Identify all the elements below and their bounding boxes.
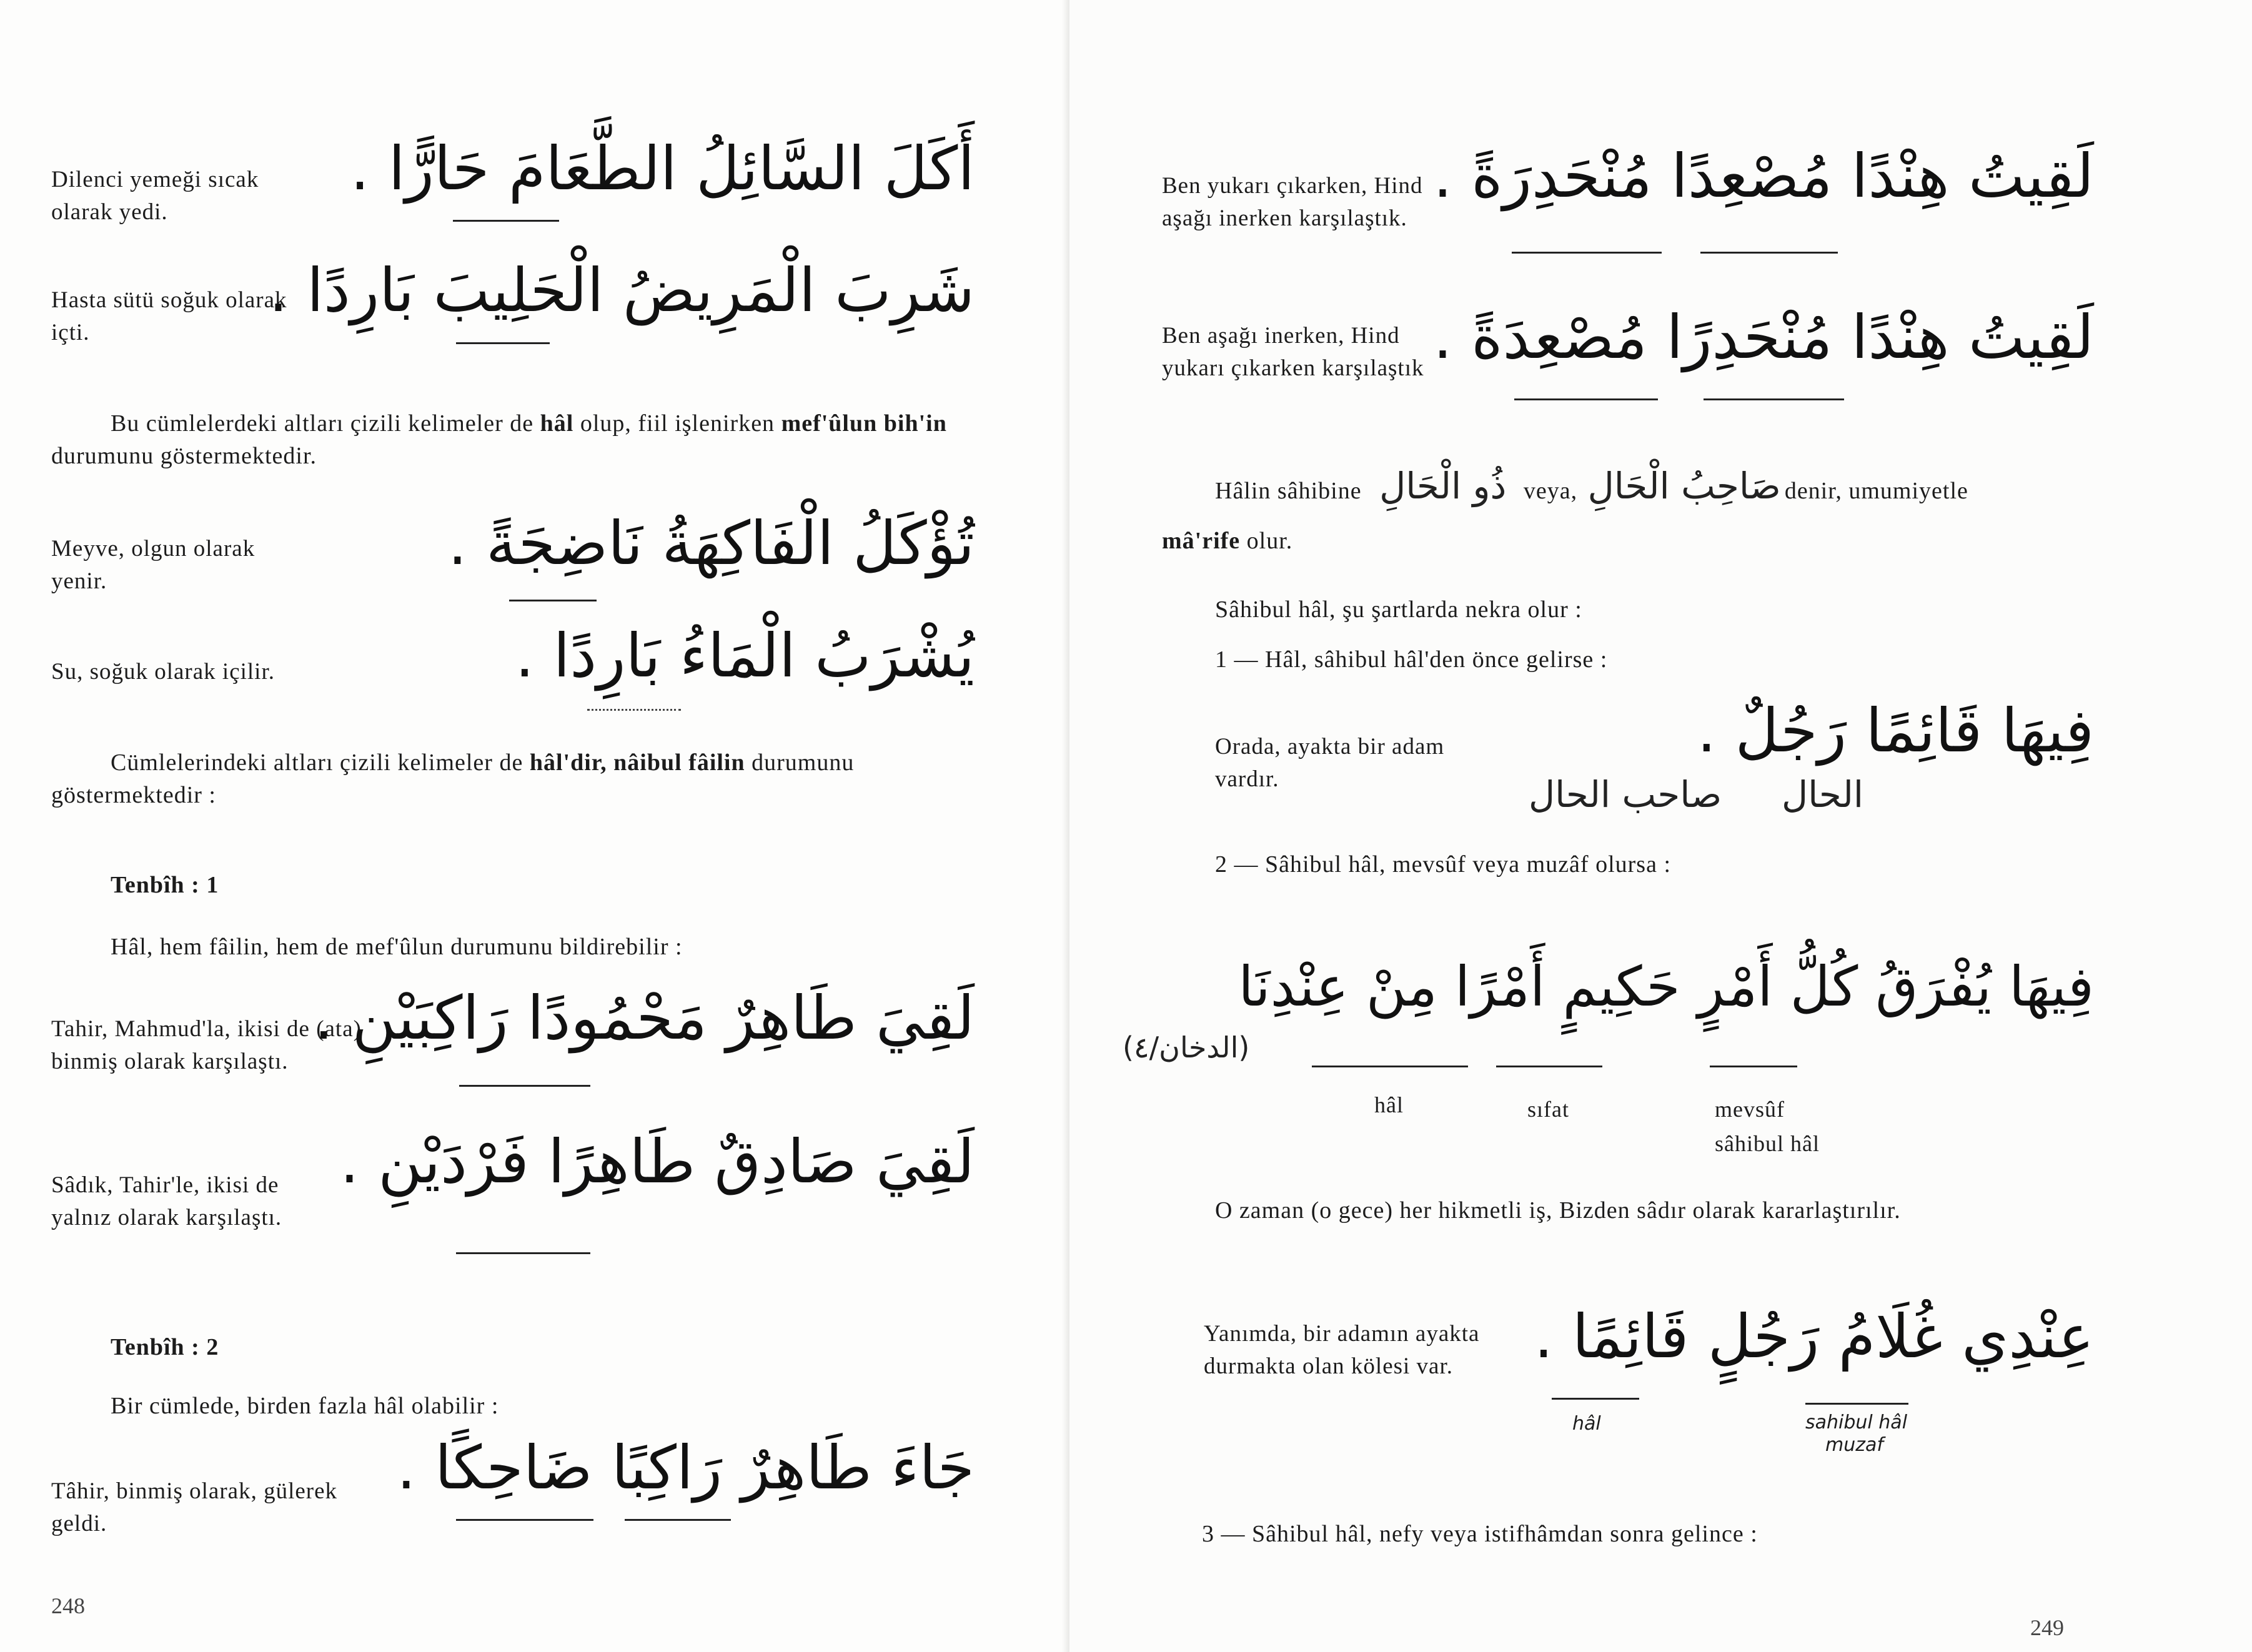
quran-verse-reference: (الدخان/٤) [1123,1031,1250,1064]
paragraph-naibul-failin [51,746,988,811]
example-1-underline [453,220,559,222]
verse-underline-sifat [1496,1066,1602,1067]
paragraph-2-part-a: Cümlelerindeki altları çizili kelimeler de [111,749,530,776]
tenbih-2-heading: Tenbîh : 2 [111,1334,219,1360]
right-example-2-underline-1 [1514,398,1658,400]
right-example-4-arabic: عِنْدِي غُلَامُ رَجُلٍ قَائِمًا . [1534,1302,2094,1372]
condition-3: 3 — Sâhibul hâl, nefy veya istifhâmdan sonra gelince : [1202,1521,1758,1547]
example-2-arabic: شَرِبَ الْمَرِيضُ الْحَلِيبَ بَارِدًا . [269,255,975,325]
example-4-turkish: Su, soğuk olarak içilir. [51,659,275,685]
nekra-intro: Sâhibul hâl, şu şartlarda nekra olur : [1215,596,1582,623]
example-3-underline [509,600,597,601]
sahib-veya: veya, [1523,478,1578,504]
right-example-1-underline-2 [1700,252,1838,254]
left-page [0,0,1069,1652]
tenbih-2-text: Bir cümlede, birden fazla hâl olabilir : [111,1393,499,1419]
condition-2: 2 — Sâhibul hâl, mevsûf veya muzâf olursa : [1215,851,1672,878]
tenbih-1-text: Hâl, hem fâilin, hem de mef'ûlun durumunu bildirebilir : [111,934,683,960]
right-example-3-turkish: Orada, ayakta bir adam vardır. [1215,734,1445,792]
right-example-4-turkish: Yanımda, bir adamın ayakta durmakta olan kölesi var. [1204,1321,1480,1379]
right-example-3-label-hal: الحال [1782,773,1864,816]
paragraph-hal-mefulun-bih [51,407,1026,472]
marife-line [1162,525,1292,557]
page-number-left: 248 [51,1593,85,1618]
example-7-underline-1 [456,1519,593,1521]
example-2-underline [456,342,550,344]
quran-verse-arabic: فِيهَا يُفْرَقُ كُلُّ أَمْرٍ حَكِيمٍ أَمْرًا مِنْ عِنْدِنَا [1238,954,2094,1019]
sahib-text-a: Hâlin sâhibine [1215,478,1362,504]
verse-underline-mevsuf [1710,1066,1797,1067]
paragraph-1-part-c: olup, fiil işlenirken [573,410,781,437]
example-2-turkish: Hasta sütü soğuk olarak içti. [51,287,287,345]
verse-underline-hal [1312,1066,1468,1067]
right-example-2-arabic: لَقِيتُ هِنْدًا مُنْحَدِرًا مُصْعِدَةً . [1433,302,2094,372]
right-example-2-underline-2 [1704,398,1844,400]
marife-suffix: olur. [1240,528,1293,554]
example-7-arabic: جَاءَ طَاهِرٌ رَاكِبًا ضَاحِكًا . [397,1433,975,1503]
right-example-1-underline-1 [1512,252,1662,254]
sahib-text-b: denir, umumiyetle [1784,478,1968,504]
example-7-underline-2 [625,1519,731,1521]
example-3-arabic: تُؤْكَلُ الْفَاكِهَةُ نَاضِجَةً . [448,508,975,578]
right-example-4-label-muzaf: muzaf [1825,1434,1883,1456]
example-3-turkish: Meyve, olgun olarak yenir. [51,536,255,594]
sahibul-hal-arabic: صَاحِبُ الْحَالِ [1587,465,1781,507]
example-4-arabic: يُشْرَبُ الْمَاءُ بَارِدًا . [515,621,975,691]
verse-label-sahibul-hal: sâhibul hâl [1715,1131,1820,1156]
right-example-4-label-hal: hâl [1572,1413,1601,1435]
example-1-arabic: أَكَلَ السَّائِلُ الطَّعَامَ حَارًّا . [350,134,975,204]
page-number-right: 249 [2030,1615,2064,1640]
verse-translation: O zaman (o gece) her hikmetli iş, Bizden sâdır olarak kararlaştırılır. [1215,1197,1901,1224]
zul-hal-arabic: ذُو الْحَالِ [1379,465,1507,507]
right-example-4-label-sahibul: sahibul hâl [1805,1412,1908,1433]
tenbih-1-heading: Tenbîh : 1 [111,872,219,898]
condition-1: 1 — Hâl, sâhibul hâl'den önce gelirse : [1215,646,1608,673]
paragraph-1-part-e: durumunu göstermektedir. [51,443,317,469]
example-1-turkish: Dilenci yemeği sıcak olarak yedi. [51,167,259,225]
paragraph-1-part-d: mef'ûlun bih'in [781,410,947,437]
verse-label-sifat: sıfat [1527,1097,1569,1122]
verse-label-hal: hâl [1374,1092,1404,1117]
example-5-underline [459,1085,590,1087]
example-7-turkish: Tâhir, binmiş olarak, gülerek geldi. [51,1478,338,1536]
paragraph-2-part-c: durumunu göstermektedir : [51,749,855,808]
right-example-3-label-sahib: صاحب الحال [1529,773,1722,816]
right-example-4-underline-sahibul [1805,1403,1908,1405]
example-5-arabic: لَقِيَ طَاهِرٌ مَحْمُودًا رَاكِبَيْنِ . [314,983,975,1053]
paragraph-1-part-b: hâl [540,410,574,437]
right-example-1-turkish: Ben yukarı çıkarken, Hind aşağı inerken karşılaştık. [1162,173,1423,231]
right-example-2-turkish: Ben aşağı inerken, Hind yukarı çıkarken karşılaştık [1162,323,1424,381]
example-6-arabic: لَقِيَ صَادِقٌ طَاهِرًا فَرْدَيْنِ . [340,1127,975,1197]
paragraph-2-part-b: hâl'dir, nâibul fâilin [529,749,745,776]
example-6-turkish: Sâdık, Tahir'le, ikisi de yalnız olarak karşılaştı. [51,1172,282,1230]
example-4-underline [587,709,681,711]
example-5-turkish: Tahir, Mahmud'la, ikisi de (ata) binmiş olarak karşılaştı. [51,1016,362,1074]
right-page [1069,0,2252,1652]
example-6-underline [456,1252,590,1254]
sahibul-hal-definition [1215,465,2246,507]
verse-label-mevsuf: mevsûf [1715,1097,1785,1122]
marife-term: mâ'rife [1162,528,1241,554]
right-example-1-arabic: لَقِيتُ هِنْدًا مُصْعِدًا مُنْحَدِرَةً . [1433,141,2094,211]
paragraph-1-part-a: Bu cümlelerdeki altları çizili kelimeler de [111,410,540,437]
right-example-4-underline-hal [1552,1398,1639,1400]
right-example-3-arabic: فِيهَا قَائِمًا رَجُلٌ . [1697,696,2094,766]
